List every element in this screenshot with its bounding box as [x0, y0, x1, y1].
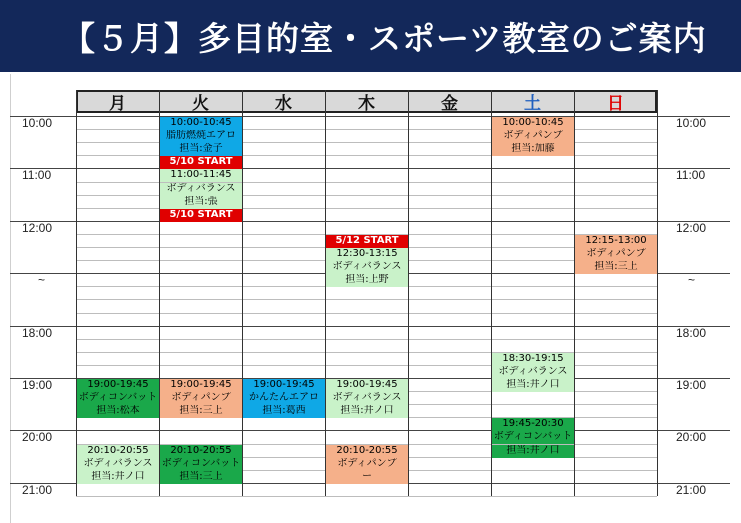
- class-cell: 10:00-10:45: [492, 117, 574, 130]
- class-cell: ボディパンプ: [492, 130, 574, 143]
- row-line: [10, 221, 730, 222]
- start-banner: 5/10 START: [160, 209, 242, 222]
- class-cell: 担当:松本: [77, 405, 159, 418]
- class-cell: 脂肪燃焼エアロ: [160, 130, 242, 143]
- class-cell: ボディコンバット: [161, 458, 241, 469]
- row-line: [10, 116, 730, 117]
- class-cell: ボディコンバット: [78, 392, 158, 403]
- time-label-right: 11:00: [676, 168, 706, 182]
- row-line: [76, 299, 657, 300]
- class-cell: ボディパンプ: [575, 248, 657, 261]
- time-label-left: 18:00: [22, 326, 53, 340]
- column-line: [574, 90, 575, 496]
- day-header-border: [76, 90, 657, 113]
- column-line: [325, 90, 326, 496]
- class-cell: 19:45-20:30: [492, 418, 574, 431]
- row-line: [76, 339, 657, 340]
- column-line: [76, 90, 77, 496]
- time-label-right: 10:00: [676, 116, 707, 130]
- day-header: 月: [76, 90, 159, 113]
- start-banner: 5/12 START: [326, 235, 408, 248]
- class-cell: 18:30-19:15: [492, 353, 574, 366]
- row-line: [10, 326, 730, 327]
- time-label-right: 20:00: [676, 430, 707, 444]
- start-banner: 5/10 START: [160, 156, 242, 169]
- class-cell: 担当:上野: [326, 274, 408, 287]
- class-cell: 20:10-20:55: [326, 445, 408, 458]
- day-header: 水: [242, 90, 325, 113]
- time-label-left: 20:00: [22, 430, 53, 444]
- class-cell: かんたんエアロ: [243, 392, 325, 405]
- class-cell: ボディコンバット: [493, 431, 573, 442]
- class-cell: 19:00-19:45: [243, 379, 325, 392]
- column-line: [242, 90, 243, 496]
- class-cell: 担当:金子: [160, 143, 242, 156]
- time-label-left: 10:00: [22, 116, 53, 130]
- day-header: 土: [491, 90, 574, 113]
- class-cell: 12:30-13:15: [326, 248, 408, 261]
- time-label-left: 12:00: [22, 221, 53, 235]
- time-label-right: 18:00: [676, 326, 707, 340]
- class-cell: ー: [326, 471, 408, 484]
- class-cell: 12:15-13:00: [575, 235, 657, 248]
- class-cell: 担当:井ノ口: [77, 471, 159, 484]
- time-label-left: 21:00: [22, 483, 53, 497]
- row-line: [76, 496, 657, 497]
- class-cell: ボディパンプ: [160, 392, 242, 405]
- time-label-left: ~: [38, 273, 46, 287]
- time-label-left: 11:00: [22, 168, 52, 182]
- class-cell: 担当:井ノ口: [326, 405, 408, 418]
- class-cell: ボディバランス: [492, 366, 574, 379]
- time-label-right: 12:00: [676, 221, 707, 235]
- class-cell: 19:00-19:45: [326, 379, 408, 392]
- page-title: 【５月】多目的室・スポーツ教室のご案内: [62, 18, 707, 58]
- day-header: 木: [325, 90, 408, 113]
- time-label-right: ~: [688, 273, 696, 287]
- class-cell: 担当:三上: [160, 471, 242, 484]
- class-cell: 担当:井ノ口: [492, 379, 574, 392]
- class-cell: 20:10-20:55: [77, 445, 159, 458]
- column-line: [657, 90, 658, 496]
- class-cell: 19:00-19:45: [160, 379, 242, 392]
- row-line: [10, 168, 730, 169]
- day-header: 火: [159, 90, 242, 113]
- row-line: [76, 313, 657, 314]
- class-cell: ボディバランス: [160, 183, 242, 196]
- class-cell: ボディパンプ: [326, 458, 408, 471]
- class-cell: ボディバランス: [326, 261, 408, 274]
- time-label-right: 21:00: [676, 483, 707, 497]
- class-cell: 20:10-20:55: [160, 445, 242, 458]
- class-cell: 担当:張: [160, 196, 242, 209]
- class-cell: 担当:三上: [160, 405, 242, 418]
- day-header: 日: [574, 90, 657, 113]
- class-cell: 11:00-11:45: [160, 169, 242, 182]
- class-cell: 担当:三上: [575, 261, 657, 274]
- class-cell: 担当:加藤: [492, 143, 574, 156]
- class-cell: 10:00-10:45: [160, 117, 242, 130]
- time-label-right: 19:00: [676, 378, 707, 392]
- row-line: [10, 430, 730, 431]
- time-label-left: 19:00: [22, 378, 53, 392]
- class-cell: 担当:葛西: [243, 405, 325, 418]
- column-line: [408, 90, 409, 496]
- day-header: 金: [408, 90, 491, 113]
- class-cell: 担当:井ノ口: [492, 445, 574, 458]
- class-cell: ボディバランス: [77, 458, 159, 471]
- class-cell: ボディバランス: [326, 392, 408, 405]
- class-cell: 19:00-19:45: [77, 379, 159, 392]
